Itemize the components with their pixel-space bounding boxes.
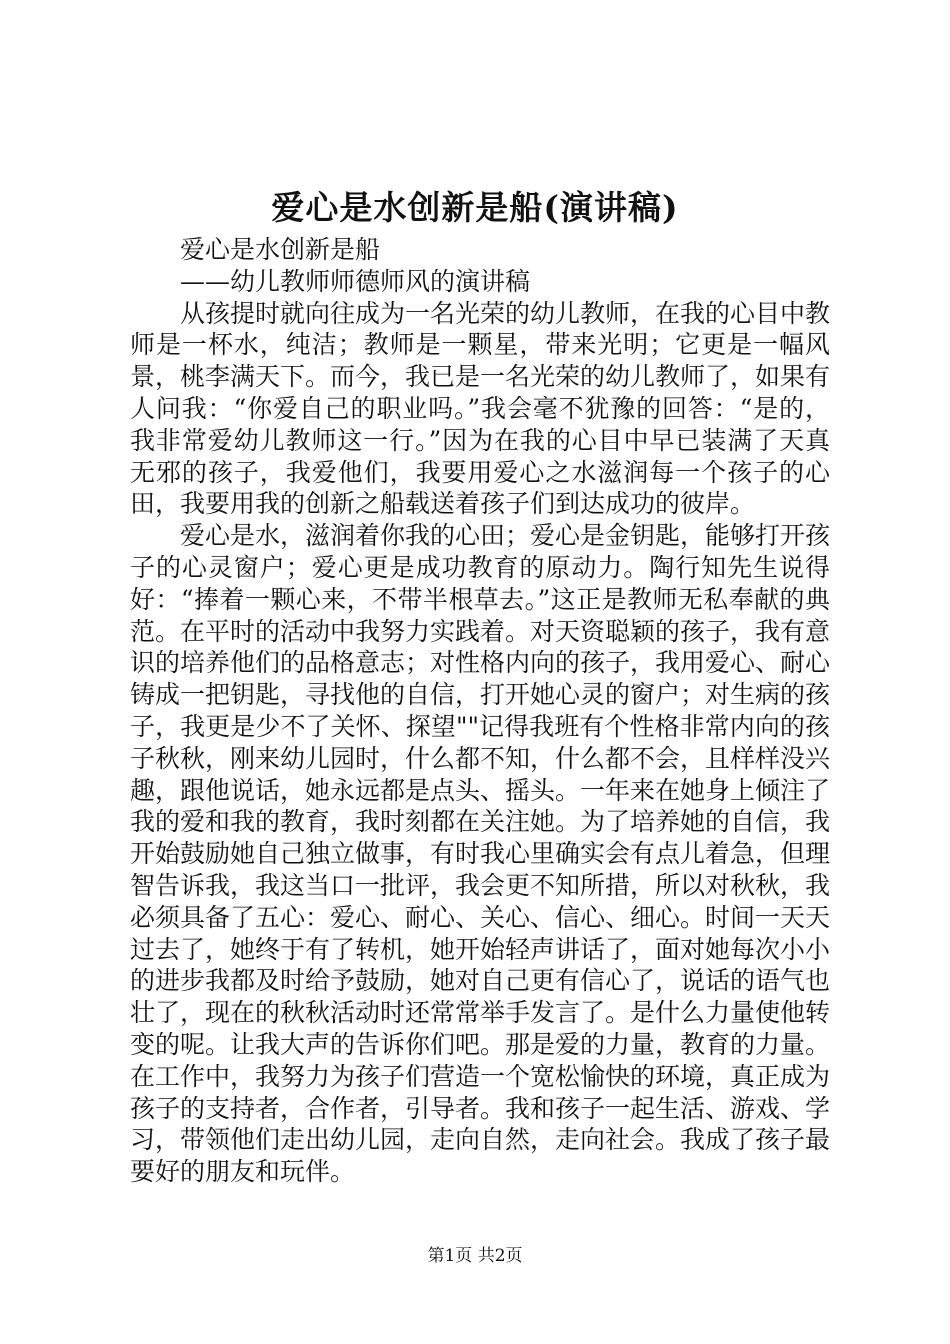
subtitle-line: 爱心是水创新是船: [180, 235, 381, 264]
page-number-footer: 第1页 共2页: [427, 1246, 523, 1266]
document-title: 爱心是水创新是船(演讲稿): [271, 188, 679, 227]
paragraph-2: 爱心是水，滋润着你我的心田；爱心是金钥匙，能够打开孩子的心灵窗户；爱心更是成功教育的原动力。陶行知先生说得好：“捧着一颗心来，不带半根草去。”这正是教师无私奉献的典范。在平时的活动中我努力实践着。对天资聪颖的孩子，我有意识的培养他们的品格意志；对性格内向的孩子，我用爱心、耐心铸成一把钥匙，寻找他的自信，打开她心灵的窗户；对生病的孩子，我更是少不了关怀、探望""记得我班有个性格非常内向的孩子秋秋，刚来幼儿园时，什么都不知，什么都不会，且样样没兴趣，跟他说话，她永远都是点头、摇头。一年来在她身上倾注了我的爱和我的教育，我时刻都在关注她。为了培养她的自信，我开始鼓励她自己独立做事，有时我心里确实会有点儿着急，但理智告诉我，我这当口一批评，我会更不知所措，所以对秋秋，我必须具备了五心：爱心、耐心、关心、信心、细心。时间一天天过去了，她终于有了转机，她开始轻声讲话了，面对她每次小小的进步我都及时给予鼓励，她对自己更有信心了，说话的语气也壮了，现在的秋秋活动时还常常举手发言了。是什么力量使他转变的呢。让我大声的告诉你们吧。那是爱的力量，教育的力量。在工作中，我努力为孩子们营造一个宽松愉快的环境，真正成为孩子的支持者，合作者，引导者。我和孩子一起生活、游戏、学习，带领他们走出幼儿园，走向自然，走向社会。我成了孩子最要好的朋友和玩伴。: [130, 521, 831, 1187]
paragraph-1: 从孩提时就向往成为一名光荣的幼儿教师，在我的心目中教师是一杯水，纯洁；教师是一颗星，带来光明；它更是一幅风景，桃李满天下。而今，我已是一名光荣的幼儿教师了，如果有人问我：“你爱自己的职业吗。”我会毫不犹豫的回答：“是的，我非常爱幼儿教师这一行。”因为在我的心目中早已装满了天真无邪的孩子，我爱他们，我要用爱心之水滋润每一个孩子的心田，我要用我的创新之船载送着孩子们到达成功的彼岸。: [130, 298, 831, 519]
document-body: [130, 234, 830, 1188]
byline-line: ——幼儿教师师德师风的演讲稿: [180, 266, 531, 296]
